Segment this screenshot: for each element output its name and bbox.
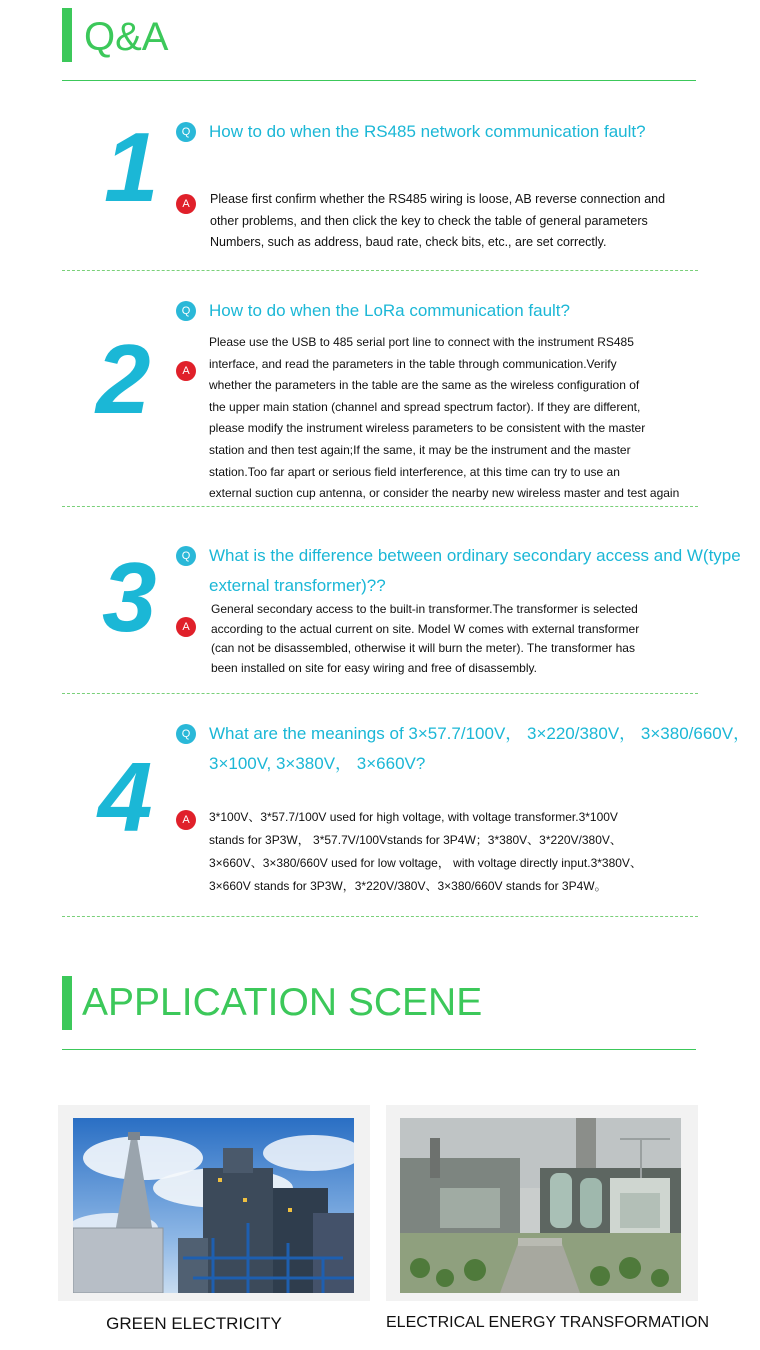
answer-line: Please first confirm whether the RS485 wiring is loose, AB reverse connection and — [210, 192, 666, 206]
faq-answer — [209, 332, 679, 505]
answer-line: 3*100V、3*57.7/100V used for high voltage, with voltage transformer.3*100V — [209, 810, 618, 824]
answer-line: 3×660V、3×380/660V used for low voltage， with voltage directly input.3*380V、 — [209, 856, 642, 870]
scene-caption: ELECTRICAL ENERGY TRANSFORMATION — [386, 1314, 710, 1331]
answer-line: according to the actual current on site. Model W comes with external transformer — [211, 621, 640, 636]
answer-line: Please use the USB to 485 serial port line to connect with the instrument RS485 — [209, 335, 634, 349]
question-line: What are the meanings of 3×57.7/100V， 3×220/380V， — [209, 724, 637, 743]
faq-question — [209, 296, 570, 326]
refinery-illustration — [73, 1118, 354, 1293]
answer-line: stands for 3P3W， 3*57.7V/100Vstands for 3P4W；3*380V、3*220V/380V、 — [209, 833, 622, 847]
faq-question — [209, 719, 760, 779]
faq-number: 3 — [102, 542, 157, 652]
answer-line: been installed on site for easy wiring and free of disassembly. — [211, 660, 537, 675]
power-plant-illustration — [400, 1118, 681, 1293]
answer-line: station and then test again;If the same, it may be the instrument and the master — [209, 442, 631, 457]
question-icon: Q — [176, 301, 196, 321]
qa-section-title: Q&A — [84, 15, 169, 59]
faq-divider — [62, 270, 698, 271]
answer-icon: A — [176, 194, 196, 214]
faq-answer — [211, 600, 639, 678]
answer-line: the upper main station (channel and spread spectrum factor). If they are different, — [209, 399, 641, 414]
answer-line: station.Too far apart or serious field interference, at this time can try to use an — [209, 464, 620, 479]
answer-line: interface, and read the parameters in the table through communication.Verify — [209, 356, 617, 371]
scene-image-power-plant — [400, 1118, 681, 1293]
question-line: What is the difference between ordinary secondary access — [209, 546, 650, 565]
question-line: How to do when the RS485 network communication fault? — [209, 122, 646, 141]
faq-answer — [210, 189, 665, 254]
scene-image-refinery — [73, 1118, 354, 1293]
application-section-title: APPLICATION SCENE — [82, 981, 483, 1024]
answer-line: Numbers, such as address, baud rate, check bits, etc., are set correctly. — [210, 235, 607, 250]
answer-line: (can not be disassembled, otherwise it will burn the meter). The transformer has — [211, 641, 635, 655]
faq-question — [209, 117, 646, 147]
question-line: How to do when the LoRa communication fault? — [209, 301, 570, 320]
answer-line: external suction cup antenna, or consider the nearby new wireless master and test again — [209, 486, 680, 501]
faq-answer — [209, 806, 642, 898]
qa-title-accent-bar — [62, 8, 72, 62]
question-icon: Q — [176, 546, 196, 566]
answer-icon: A — [176, 810, 196, 830]
qa-title-divider — [62, 80, 696, 81]
faq-divider — [62, 693, 698, 694]
question-line: 3×380/660V， 3×100V, 3×380V， 3×660V? — [209, 724, 751, 773]
answer-line: please modify the instrument wireless parameters to be consistent with the master — [209, 421, 646, 436]
application-title-divider — [62, 1049, 696, 1050]
faq-number: 2 — [96, 324, 151, 434]
faq-divider — [62, 916, 698, 917]
answer-line: General secondary access to the built-in transformer.The transformer is selected — [211, 602, 638, 616]
faq-number: 4 — [98, 742, 153, 852]
answer-line: whether the parameters in the table are the same as the wireless configuration of — [209, 378, 640, 393]
application-title-accent-bar — [62, 976, 72, 1030]
answer-line: other problems, and then click the key to check the table of general parameters — [210, 213, 648, 228]
answer-icon: A — [176, 361, 196, 381]
scene-caption: GREEN ELECTRICITY — [106, 1314, 282, 1333]
answer-line: 3×660V stands for 3P3W，3*220V/380V、3×380/660V stands for 3P4W。 — [209, 879, 607, 893]
answer-icon: A — [176, 617, 196, 637]
question-line: and W(type external transformer)?? — [209, 546, 741, 595]
faq-number: 1 — [104, 112, 159, 222]
question-icon: Q — [176, 122, 196, 142]
faq-divider — [62, 506, 698, 507]
faq-question — [209, 541, 760, 601]
question-icon: Q — [176, 724, 196, 744]
